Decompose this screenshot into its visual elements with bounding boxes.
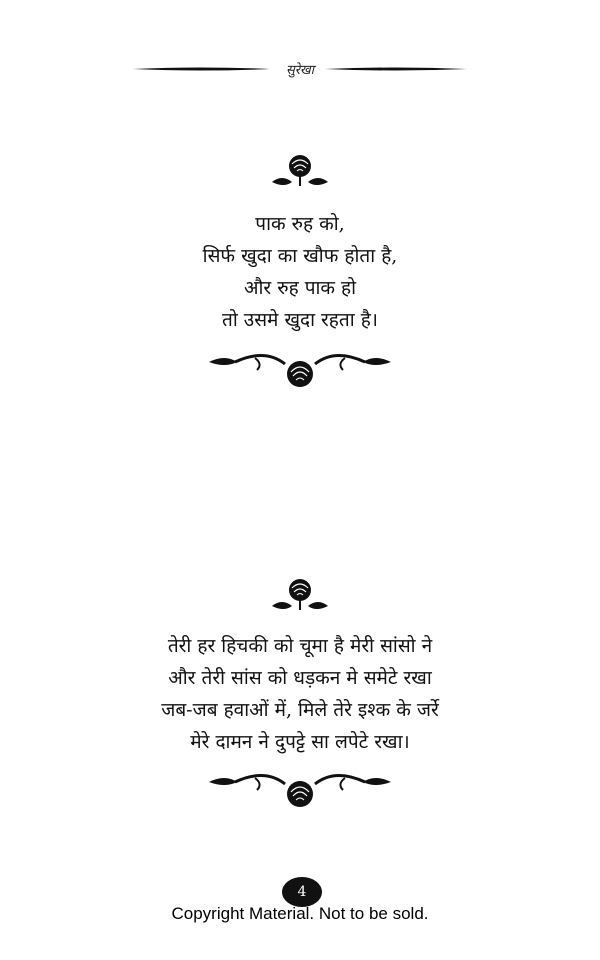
poem-line: सिर्फ खुदा का खौफ होता है,	[202, 245, 398, 267]
floral-flourish-icon	[205, 350, 395, 396]
poem-line: तो उसमे खुदा रहता है।	[222, 309, 378, 331]
poem-line: मेरे दामन ने दुपट्टे सा लपेटे रखा।	[190, 731, 410, 753]
poem-line: पाक रुह को,	[255, 213, 345, 235]
floral-flourish-icon	[205, 770, 395, 816]
rose-icon	[268, 576, 332, 616]
poem-2	[0, 630, 600, 758]
poem-1	[0, 208, 600, 336]
poem-line: और रुह पाक हो	[243, 277, 357, 299]
running-header	[0, 58, 600, 82]
page-number: 4	[282, 877, 322, 907]
poem-line: जब-जब हवाओं में, मिले तेरे इश्क के जर्रे	[161, 699, 439, 721]
header-title: सुरेखा	[285, 63, 315, 78]
rose-icon	[268, 152, 332, 192]
poem-line: और तेरी सांस को धड़कन मे समेटे रखा	[168, 667, 432, 689]
poem-line: तेरी हर हिचकी को चूमा है मेरी सांसो ने	[167, 635, 433, 657]
copyright-notice: Copyright Material. Not to be sold.	[171, 904, 429, 923]
